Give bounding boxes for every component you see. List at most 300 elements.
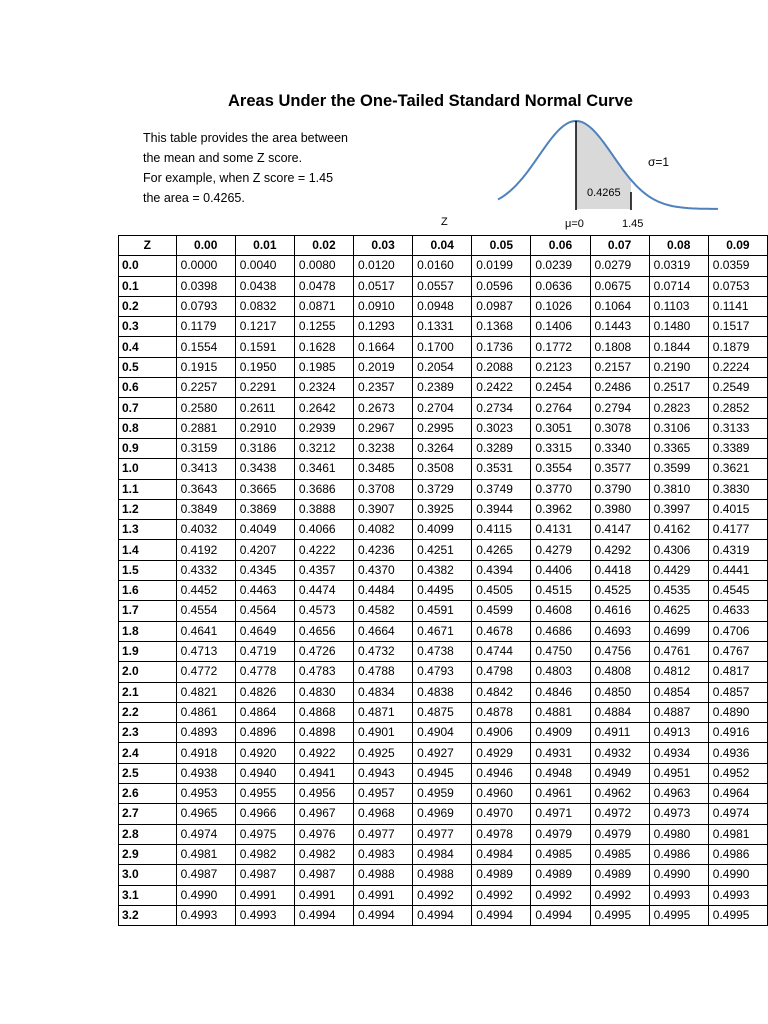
z-value-cell: 2.5 [119, 763, 177, 783]
column-header: 0.00 [176, 236, 235, 256]
area-cell: 0.3962 [531, 499, 590, 519]
area-cell: 0.3078 [590, 418, 649, 438]
area-cell: 0.2517 [649, 378, 708, 398]
area-cell: 0.4940 [235, 763, 294, 783]
z-value-cell: 3.1 [119, 885, 177, 905]
area-cell: 0.4726 [294, 641, 353, 661]
area-cell: 0.4861 [176, 702, 235, 722]
area-cell: 0.3944 [472, 499, 531, 519]
area-cell: 0.4803 [531, 662, 590, 682]
area-cell: 0.1700 [413, 337, 472, 357]
area-cell: 0.0675 [590, 276, 649, 296]
area-cell: 0.4995 [649, 905, 708, 925]
area-cell: 0.0398 [176, 276, 235, 296]
table-row [119, 438, 768, 458]
area-cell: 0.4664 [354, 621, 413, 641]
area-cell: 0.0040 [235, 256, 294, 276]
area-cell: 0.4957 [354, 784, 413, 804]
area-cell: 0.0948 [413, 296, 472, 316]
z-value-cell: 1.6 [119, 581, 177, 601]
area-cell: 0.4986 [708, 844, 767, 864]
table-row [119, 540, 768, 560]
area-cell: 0.3749 [472, 479, 531, 499]
area-cell: 0.4868 [294, 702, 353, 722]
area-cell: 0.1950 [235, 357, 294, 377]
area-cell: 0.4713 [176, 641, 235, 661]
area-cell: 0.1517 [708, 317, 767, 337]
area-cell: 0.4974 [708, 804, 767, 824]
area-cell: 0.1664 [354, 337, 413, 357]
z-value-cell: 2.6 [119, 784, 177, 804]
area-cell: 0.0438 [235, 276, 294, 296]
area-cell: 0.3577 [590, 459, 649, 479]
area-cell: 0.4991 [294, 885, 353, 905]
area-cell: 0.4319 [708, 540, 767, 560]
area-cell: 0.2673 [354, 398, 413, 418]
area-cell: 0.4878 [472, 702, 531, 722]
area-cell: 0.1255 [294, 317, 353, 337]
area-cell: 0.4927 [413, 743, 472, 763]
intro-line: For example, when Z score = 1.45 [143, 171, 334, 185]
area-cell: 0.4515 [531, 581, 590, 601]
area-cell: 0.4693 [590, 621, 649, 641]
area-cell: 0.4941 [294, 763, 353, 783]
area-cell: 0.4980 [649, 824, 708, 844]
area-cell: 0.4788 [354, 662, 413, 682]
area-cell: 0.4989 [531, 865, 590, 885]
area-cell: 0.4850 [590, 682, 649, 702]
area-cell: 0.4913 [649, 723, 708, 743]
z-value-label: 1.45 [622, 218, 644, 230]
area-cell: 0.3665 [235, 479, 294, 499]
area-cell: 0.4916 [708, 723, 767, 743]
area-cell: 0.4890 [708, 702, 767, 722]
table-row [119, 844, 768, 864]
area-cell: 0.0359 [708, 256, 767, 276]
area-cell: 0.3888 [294, 499, 353, 519]
area-cell: 0.4761 [649, 641, 708, 661]
column-header: 0.09 [708, 236, 767, 256]
area-cell: 0.4952 [708, 763, 767, 783]
z-value-cell: 1.1 [119, 479, 177, 499]
table-row [119, 337, 768, 357]
area-cell: 0.3051 [531, 418, 590, 438]
table-row [119, 865, 768, 885]
table-row [119, 702, 768, 722]
area-cell: 0.4162 [649, 520, 708, 540]
area-cell: 0.3621 [708, 459, 767, 479]
area-cell: 0.4192 [176, 540, 235, 560]
area-cell: 0.4177 [708, 520, 767, 540]
area-cell: 0.4474 [294, 581, 353, 601]
page-title: Areas Under the One-Tailed Standard Normal Curve [228, 92, 633, 110]
z-value-cell: 3.0 [119, 865, 177, 885]
area-cell: 0.3365 [649, 438, 708, 458]
area-cell: 0.4830 [294, 682, 353, 702]
area-cell: 0.4993 [235, 905, 294, 925]
area-cell: 0.4962 [590, 784, 649, 804]
area-cell: 0.4993 [649, 885, 708, 905]
area-cell: 0.2823 [649, 398, 708, 418]
area-cell: 0.3315 [531, 438, 590, 458]
area-cell: 0.4671 [413, 621, 472, 641]
area-cell: 0.3023 [472, 418, 531, 438]
table-row [119, 317, 768, 337]
area-cell: 0.4633 [708, 601, 767, 621]
area-cell: 0.4332 [176, 560, 235, 580]
area-cell: 0.2257 [176, 378, 235, 398]
area-cell: 0.4985 [531, 844, 590, 864]
area-cell: 0.4992 [590, 885, 649, 905]
area-cell: 0.2389 [413, 378, 472, 398]
area-cell: 0.0636 [531, 276, 590, 296]
area-cell: 0.4985 [590, 844, 649, 864]
area-cell: 0.4099 [413, 520, 472, 540]
area-cell: 0.1985 [294, 357, 353, 377]
area-cell: 0.4988 [413, 865, 472, 885]
z-value-cell: 1.3 [119, 520, 177, 540]
area-cell: 0.4911 [590, 723, 649, 743]
area-cell: 0.4625 [649, 601, 708, 621]
area-cell: 0.3708 [354, 479, 413, 499]
area-cell: 0.4992 [413, 885, 472, 905]
intro-line: the area = 0.4265. [143, 191, 245, 205]
area-cell: 0.4909 [531, 723, 590, 743]
area-cell: 0.4979 [590, 824, 649, 844]
area-cell: 0.1064 [590, 296, 649, 316]
area-cell: 0.3810 [649, 479, 708, 499]
area-cell: 0.4956 [294, 784, 353, 804]
area-cell: 0.4981 [176, 844, 235, 864]
area-cell: 0.4987 [176, 865, 235, 885]
area-cell: 0.4986 [649, 844, 708, 864]
sigma-label: σ=1 [648, 155, 670, 169]
area-cell: 0.4115 [472, 520, 531, 540]
table-row [119, 378, 768, 398]
area-cell: 0.3830 [708, 479, 767, 499]
area-cell: 0.4949 [590, 763, 649, 783]
area-cell: 0.2157 [590, 357, 649, 377]
area-cell: 0.3508 [413, 459, 472, 479]
area-cell: 0.2019 [354, 357, 413, 377]
area-cell: 0.4656 [294, 621, 353, 641]
area-cell: 0.4898 [294, 723, 353, 743]
area-cell: 0.4992 [531, 885, 590, 905]
area-cell: 0.1554 [176, 337, 235, 357]
area-cell: 0.2967 [354, 418, 413, 438]
area-cell: 0.4808 [590, 662, 649, 682]
z-value-cell: 3.2 [119, 905, 177, 925]
area-cell: 0.4854 [649, 682, 708, 702]
area-cell: 0.4887 [649, 702, 708, 722]
area-cell: 0.2939 [294, 418, 353, 438]
z-value-cell: 1.5 [119, 560, 177, 580]
area-cell: 0.4979 [531, 824, 590, 844]
table-row [119, 641, 768, 661]
table-row [119, 723, 768, 743]
area-cell: 0.4864 [235, 702, 294, 722]
area-cell: 0.0000 [176, 256, 235, 276]
column-header: 0.04 [413, 236, 472, 256]
area-cell: 0.4963 [649, 784, 708, 804]
area-cell: 0.3159 [176, 438, 235, 458]
area-cell: 0.4406 [531, 560, 590, 580]
area-cell: 0.3389 [708, 438, 767, 458]
area-cell: 0.3554 [531, 459, 590, 479]
area-cell: 0.4925 [354, 743, 413, 763]
area-cell: 0.4394 [472, 560, 531, 580]
area-cell: 0.3461 [294, 459, 353, 479]
area-cell: 0.2486 [590, 378, 649, 398]
z-value-cell: 0.9 [119, 438, 177, 458]
area-cell: 0.2852 [708, 398, 767, 418]
table-row [119, 560, 768, 580]
area-cell: 0.0714 [649, 276, 708, 296]
area-cell: 0.3264 [413, 438, 472, 458]
area-cell: 0.1103 [649, 296, 708, 316]
area-cell: 0.4922 [294, 743, 353, 763]
z-value-cell: 2.4 [119, 743, 177, 763]
area-cell: 0.1844 [649, 337, 708, 357]
area-cell: 0.4994 [472, 905, 531, 925]
area-cell: 0.4871 [354, 702, 413, 722]
area-cell: 0.4554 [176, 601, 235, 621]
area-cell: 0.2549 [708, 378, 767, 398]
area-cell: 0.2734 [472, 398, 531, 418]
area-cell: 0.4222 [294, 540, 353, 560]
area-cell: 0.4945 [413, 763, 472, 783]
table-row [119, 418, 768, 438]
area-cell: 0.4904 [413, 723, 472, 743]
area-cell: 0.4719 [235, 641, 294, 661]
area-cell: 0.1628 [294, 337, 353, 357]
area-cell: 0.4846 [531, 682, 590, 702]
area-cell: 0.4988 [354, 865, 413, 885]
area-cell: 0.1293 [354, 317, 413, 337]
area-cell: 0.4599 [472, 601, 531, 621]
area-cell: 0.4990 [176, 885, 235, 905]
area-cell: 0.0832 [235, 296, 294, 316]
area-cell: 0.0279 [590, 256, 649, 276]
area-cell: 0.0910 [354, 296, 413, 316]
area-cell: 0.3531 [472, 459, 531, 479]
area-cell: 0.3729 [413, 479, 472, 499]
area-cell: 0.3770 [531, 479, 590, 499]
area-cell: 0.4382 [413, 560, 472, 580]
area-cell: 0.4616 [590, 601, 649, 621]
column-header: 0.03 [354, 236, 413, 256]
area-cell: 0.3133 [708, 418, 767, 438]
area-cell: 0.4901 [354, 723, 413, 743]
area-cell: 0.4989 [590, 865, 649, 885]
area-cell: 0.4995 [590, 905, 649, 925]
z-value-cell: 2.1 [119, 682, 177, 702]
table-row [119, 296, 768, 316]
area-cell: 0.3997 [649, 499, 708, 519]
area-cell: 0.4706 [708, 621, 767, 641]
z-value-cell: 1.8 [119, 621, 177, 641]
area-cell: 0.0199 [472, 256, 531, 276]
area-cell: 0.4990 [649, 865, 708, 885]
z-value-cell: 1.4 [119, 540, 177, 560]
area-cell: 0.4936 [708, 743, 767, 763]
area-cell: 0.4994 [294, 905, 353, 925]
area-cell: 0.2324 [294, 378, 353, 398]
area-cell: 0.4306 [649, 540, 708, 560]
area-cell: 0.4977 [354, 824, 413, 844]
area-cell: 0.4484 [354, 581, 413, 601]
area-cell: 0.4573 [294, 601, 353, 621]
area-cell: 0.3980 [590, 499, 649, 519]
area-cell: 0.4976 [294, 824, 353, 844]
area-cell: 0.0871 [294, 296, 353, 316]
area-cell: 0.3686 [294, 479, 353, 499]
area-cell: 0.4812 [649, 662, 708, 682]
table-header-row [119, 236, 768, 256]
table-row [119, 743, 768, 763]
area-cell: 0.4207 [235, 540, 294, 560]
area-cell: 0.4906 [472, 723, 531, 743]
area-cell: 0.4920 [235, 743, 294, 763]
area-cell: 0.0753 [708, 276, 767, 296]
area-cell: 0.2642 [294, 398, 353, 418]
area-cell: 0.4982 [294, 844, 353, 864]
area-cell: 0.4934 [649, 743, 708, 763]
area-cell: 0.3643 [176, 479, 235, 499]
area-cell: 0.4994 [531, 905, 590, 925]
area-cell: 0.0557 [413, 276, 472, 296]
area-cell: 0.1368 [472, 317, 531, 337]
area-cell: 0.4953 [176, 784, 235, 804]
z-value-cell: 2.3 [119, 723, 177, 743]
area-cell: 0.4946 [472, 763, 531, 783]
area-cell: 0.4798 [472, 662, 531, 682]
area-cell: 0.2054 [413, 357, 472, 377]
area-cell: 0.0596 [472, 276, 531, 296]
area-cell: 0.1331 [413, 317, 472, 337]
area-cell: 0.3599 [649, 459, 708, 479]
z-value-cell: 2.2 [119, 702, 177, 722]
area-cell: 0.4893 [176, 723, 235, 743]
area-cell: 0.4982 [235, 844, 294, 864]
area-cell: 0.4857 [708, 682, 767, 702]
table-row [119, 682, 768, 702]
area-cell: 0.4995 [708, 905, 767, 925]
area-cell: 0.1179 [176, 317, 235, 337]
area-cell: 0.2580 [176, 398, 235, 418]
table-row [119, 520, 768, 540]
z-value-cell: 0.6 [119, 378, 177, 398]
area-cell: 0.4932 [590, 743, 649, 763]
area-cell: 0.2881 [176, 418, 235, 438]
area-cell: 0.4969 [413, 804, 472, 824]
z-value-cell: 2.7 [119, 804, 177, 824]
area-cell: 0.4582 [354, 601, 413, 621]
area-cell: 0.0478 [294, 276, 353, 296]
table-row [119, 885, 768, 905]
table-row [119, 824, 768, 844]
normal-curve-figure [0, 0, 768, 236]
column-header: 0.08 [649, 236, 708, 256]
table-row [119, 499, 768, 519]
area-label: 0.4265 [587, 187, 621, 199]
area-cell: 0.1879 [708, 337, 767, 357]
area-cell: 0.3790 [590, 479, 649, 499]
area-cell: 0.4974 [176, 824, 235, 844]
area-cell: 0.4463 [235, 581, 294, 601]
area-cell: 0.3485 [354, 459, 413, 479]
area-cell: 0.4738 [413, 641, 472, 661]
area-cell: 0.4965 [176, 804, 235, 824]
table-row [119, 662, 768, 682]
area-cell: 0.4993 [176, 905, 235, 925]
z-value-cell: 1.2 [119, 499, 177, 519]
area-cell: 0.4251 [413, 540, 472, 560]
area-cell: 0.4971 [531, 804, 590, 824]
area-cell: 0.4357 [294, 560, 353, 580]
area-cell: 0.4842 [472, 682, 531, 702]
area-cell: 0.4495 [413, 581, 472, 601]
area-cell: 0.4983 [354, 844, 413, 864]
area-cell: 0.4989 [472, 865, 531, 885]
z-value-cell: 1.0 [119, 459, 177, 479]
area-cell: 0.4756 [590, 641, 649, 661]
area-cell: 0.4686 [531, 621, 590, 641]
z-value-cell: 1.9 [119, 641, 177, 661]
intro-line: This table provides the area between [143, 131, 348, 145]
area-cell: 0.1141 [708, 296, 767, 316]
mu-label: μ=0 [565, 218, 584, 230]
area-cell: 0.4147 [590, 520, 649, 540]
area-cell: 0.3212 [294, 438, 353, 458]
area-cell: 0.3340 [590, 438, 649, 458]
area-cell: 0.4750 [531, 641, 590, 661]
area-cell: 0.4699 [649, 621, 708, 641]
area-cell: 0.4960 [472, 784, 531, 804]
area-cell: 0.4049 [235, 520, 294, 540]
area-cell: 0.2611 [235, 398, 294, 418]
z-value-cell: 0.5 [119, 357, 177, 377]
area-cell: 0.3907 [354, 499, 413, 519]
area-cell: 0.2995 [413, 418, 472, 438]
area-cell: 0.0987 [472, 296, 531, 316]
table-row [119, 459, 768, 479]
area-cell: 0.2123 [531, 357, 590, 377]
area-cell: 0.4370 [354, 560, 413, 580]
area-cell: 0.4032 [176, 520, 235, 540]
area-cell: 0.0793 [176, 296, 235, 316]
area-cell: 0.3925 [413, 499, 472, 519]
z-value-cell: 1.7 [119, 601, 177, 621]
area-cell: 0.4981 [708, 824, 767, 844]
area-cell: 0.4951 [649, 763, 708, 783]
area-cell: 0.4082 [354, 520, 413, 540]
area-cell: 0.3238 [354, 438, 413, 458]
area-cell: 0.4994 [354, 905, 413, 925]
area-cell: 0.4821 [176, 682, 235, 702]
area-cell: 0.4649 [235, 621, 294, 641]
area-cell: 0.4993 [708, 885, 767, 905]
area-cell: 0.4678 [472, 621, 531, 641]
area-cell: 0.4959 [413, 784, 472, 804]
table-row [119, 581, 768, 601]
area-cell: 0.1443 [590, 317, 649, 337]
z-value-cell: 0.2 [119, 296, 177, 316]
area-cell: 0.3106 [649, 418, 708, 438]
column-header: 0.06 [531, 236, 590, 256]
area-cell: 0.2088 [472, 357, 531, 377]
area-cell: 0.2190 [649, 357, 708, 377]
